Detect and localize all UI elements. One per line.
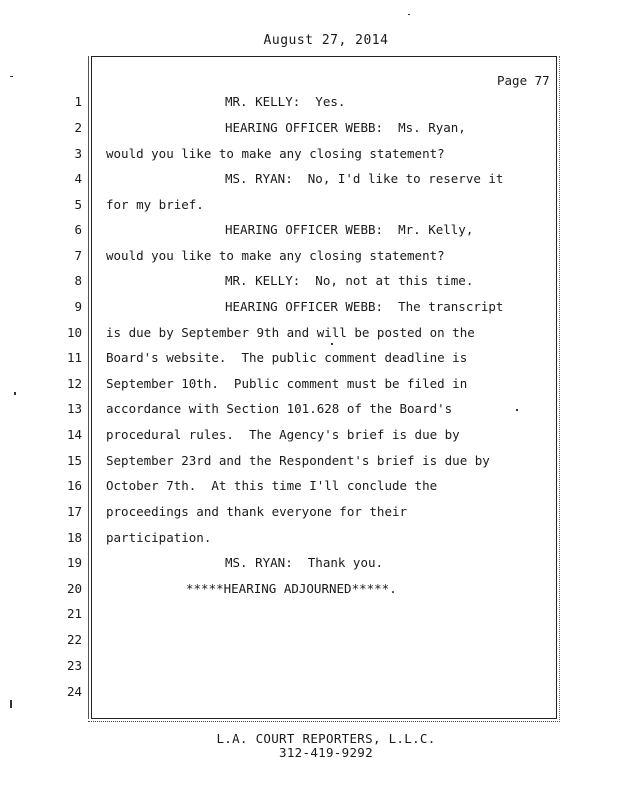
- line-number: 7: [74, 248, 82, 263]
- transcript-line: September 10th. Public comment must be filed in: [106, 376, 468, 391]
- transcript-line: September 23rd and the Respondent's brief is due by: [106, 453, 490, 468]
- line-number: 20: [66, 581, 82, 596]
- transcript-line: HEARING OFFICER WEBB: Mr. Kelly,: [225, 222, 474, 237]
- page-frame-left-rule: [88, 56, 89, 719]
- line-number: 14: [66, 427, 82, 442]
- scan-speck: [10, 700, 12, 708]
- transcript-line: is due by September 9th and will be posted on the: [106, 325, 475, 340]
- transcript-line: proceedings and thank everyone for their: [106, 504, 408, 519]
- transcript-line: MS. RYAN: No, I'd like to reserve it: [225, 171, 504, 186]
- line-number: 24: [66, 684, 82, 699]
- transcript-line: MS. RYAN: Thank you.: [225, 555, 384, 570]
- line-number: 2: [74, 120, 82, 135]
- line-number: 15: [66, 453, 82, 468]
- line-number: 11: [66, 350, 82, 365]
- scan-speck: [14, 392, 16, 395]
- line-number: 5: [74, 197, 82, 212]
- line-number: 12: [66, 376, 82, 391]
- line-number: 8: [74, 273, 82, 288]
- line-number: 6: [74, 222, 82, 237]
- line-number: 19: [66, 555, 82, 570]
- transcript-line: HEARING OFFICER WEBB: Ms. Ryan,: [225, 120, 466, 135]
- line-number: 13: [66, 401, 82, 416]
- line-number: 18: [66, 530, 82, 545]
- scan-speck: [331, 343, 333, 345]
- transcript-line: would you like to make any closing statement?: [106, 248, 445, 263]
- transcript-line: accordance with Section 101.628 of the Board's: [106, 401, 453, 416]
- transcript-line: MR. KELLY: No, not at this time.: [225, 273, 474, 288]
- line-number: 17: [66, 504, 82, 519]
- transcript-line: HEARING OFFICER WEBB: The transcript: [225, 299, 504, 314]
- transcript-line: Board's website. The public comment deadline is: [106, 350, 468, 365]
- transcript-date: August 27, 2014: [263, 33, 389, 48]
- transcript-line: *****HEARING ADJOURNED*****.: [186, 581, 397, 596]
- line-number: 21: [66, 606, 82, 621]
- line-number: 9: [74, 299, 82, 314]
- transcript-line: for my brief.: [106, 197, 204, 212]
- page-number-label: Page 77: [497, 73, 550, 88]
- footer-phone: 312-419-9292: [279, 745, 373, 760]
- line-number: 16: [66, 478, 82, 493]
- transcript-line: October 7th. At this time I'll conclude the: [106, 478, 438, 493]
- page-frame-bottom-rule: [88, 721, 560, 723]
- scan-speck: [408, 14, 410, 15]
- line-number: 4: [74, 171, 82, 186]
- scan-speck: [10, 76, 13, 77]
- transcript-line: participation.: [106, 530, 212, 545]
- footer-company: L.A. COURT REPORTERS, L.L.C.: [216, 731, 436, 746]
- transcript-line: would you like to make any closing statement?: [106, 146, 445, 161]
- line-number: 23: [66, 658, 82, 673]
- line-number: 22: [66, 632, 82, 647]
- line-number: 1: [74, 94, 82, 109]
- transcript-line: MR. KELLY: Yes.: [225, 94, 346, 109]
- page-frame-right-rule: [559, 56, 561, 722]
- line-number: 3: [74, 146, 82, 161]
- scan-speck: [516, 409, 518, 411]
- transcript-line: procedural rules. The Agency's brief is due by: [106, 427, 460, 442]
- line-number: 10: [66, 325, 82, 340]
